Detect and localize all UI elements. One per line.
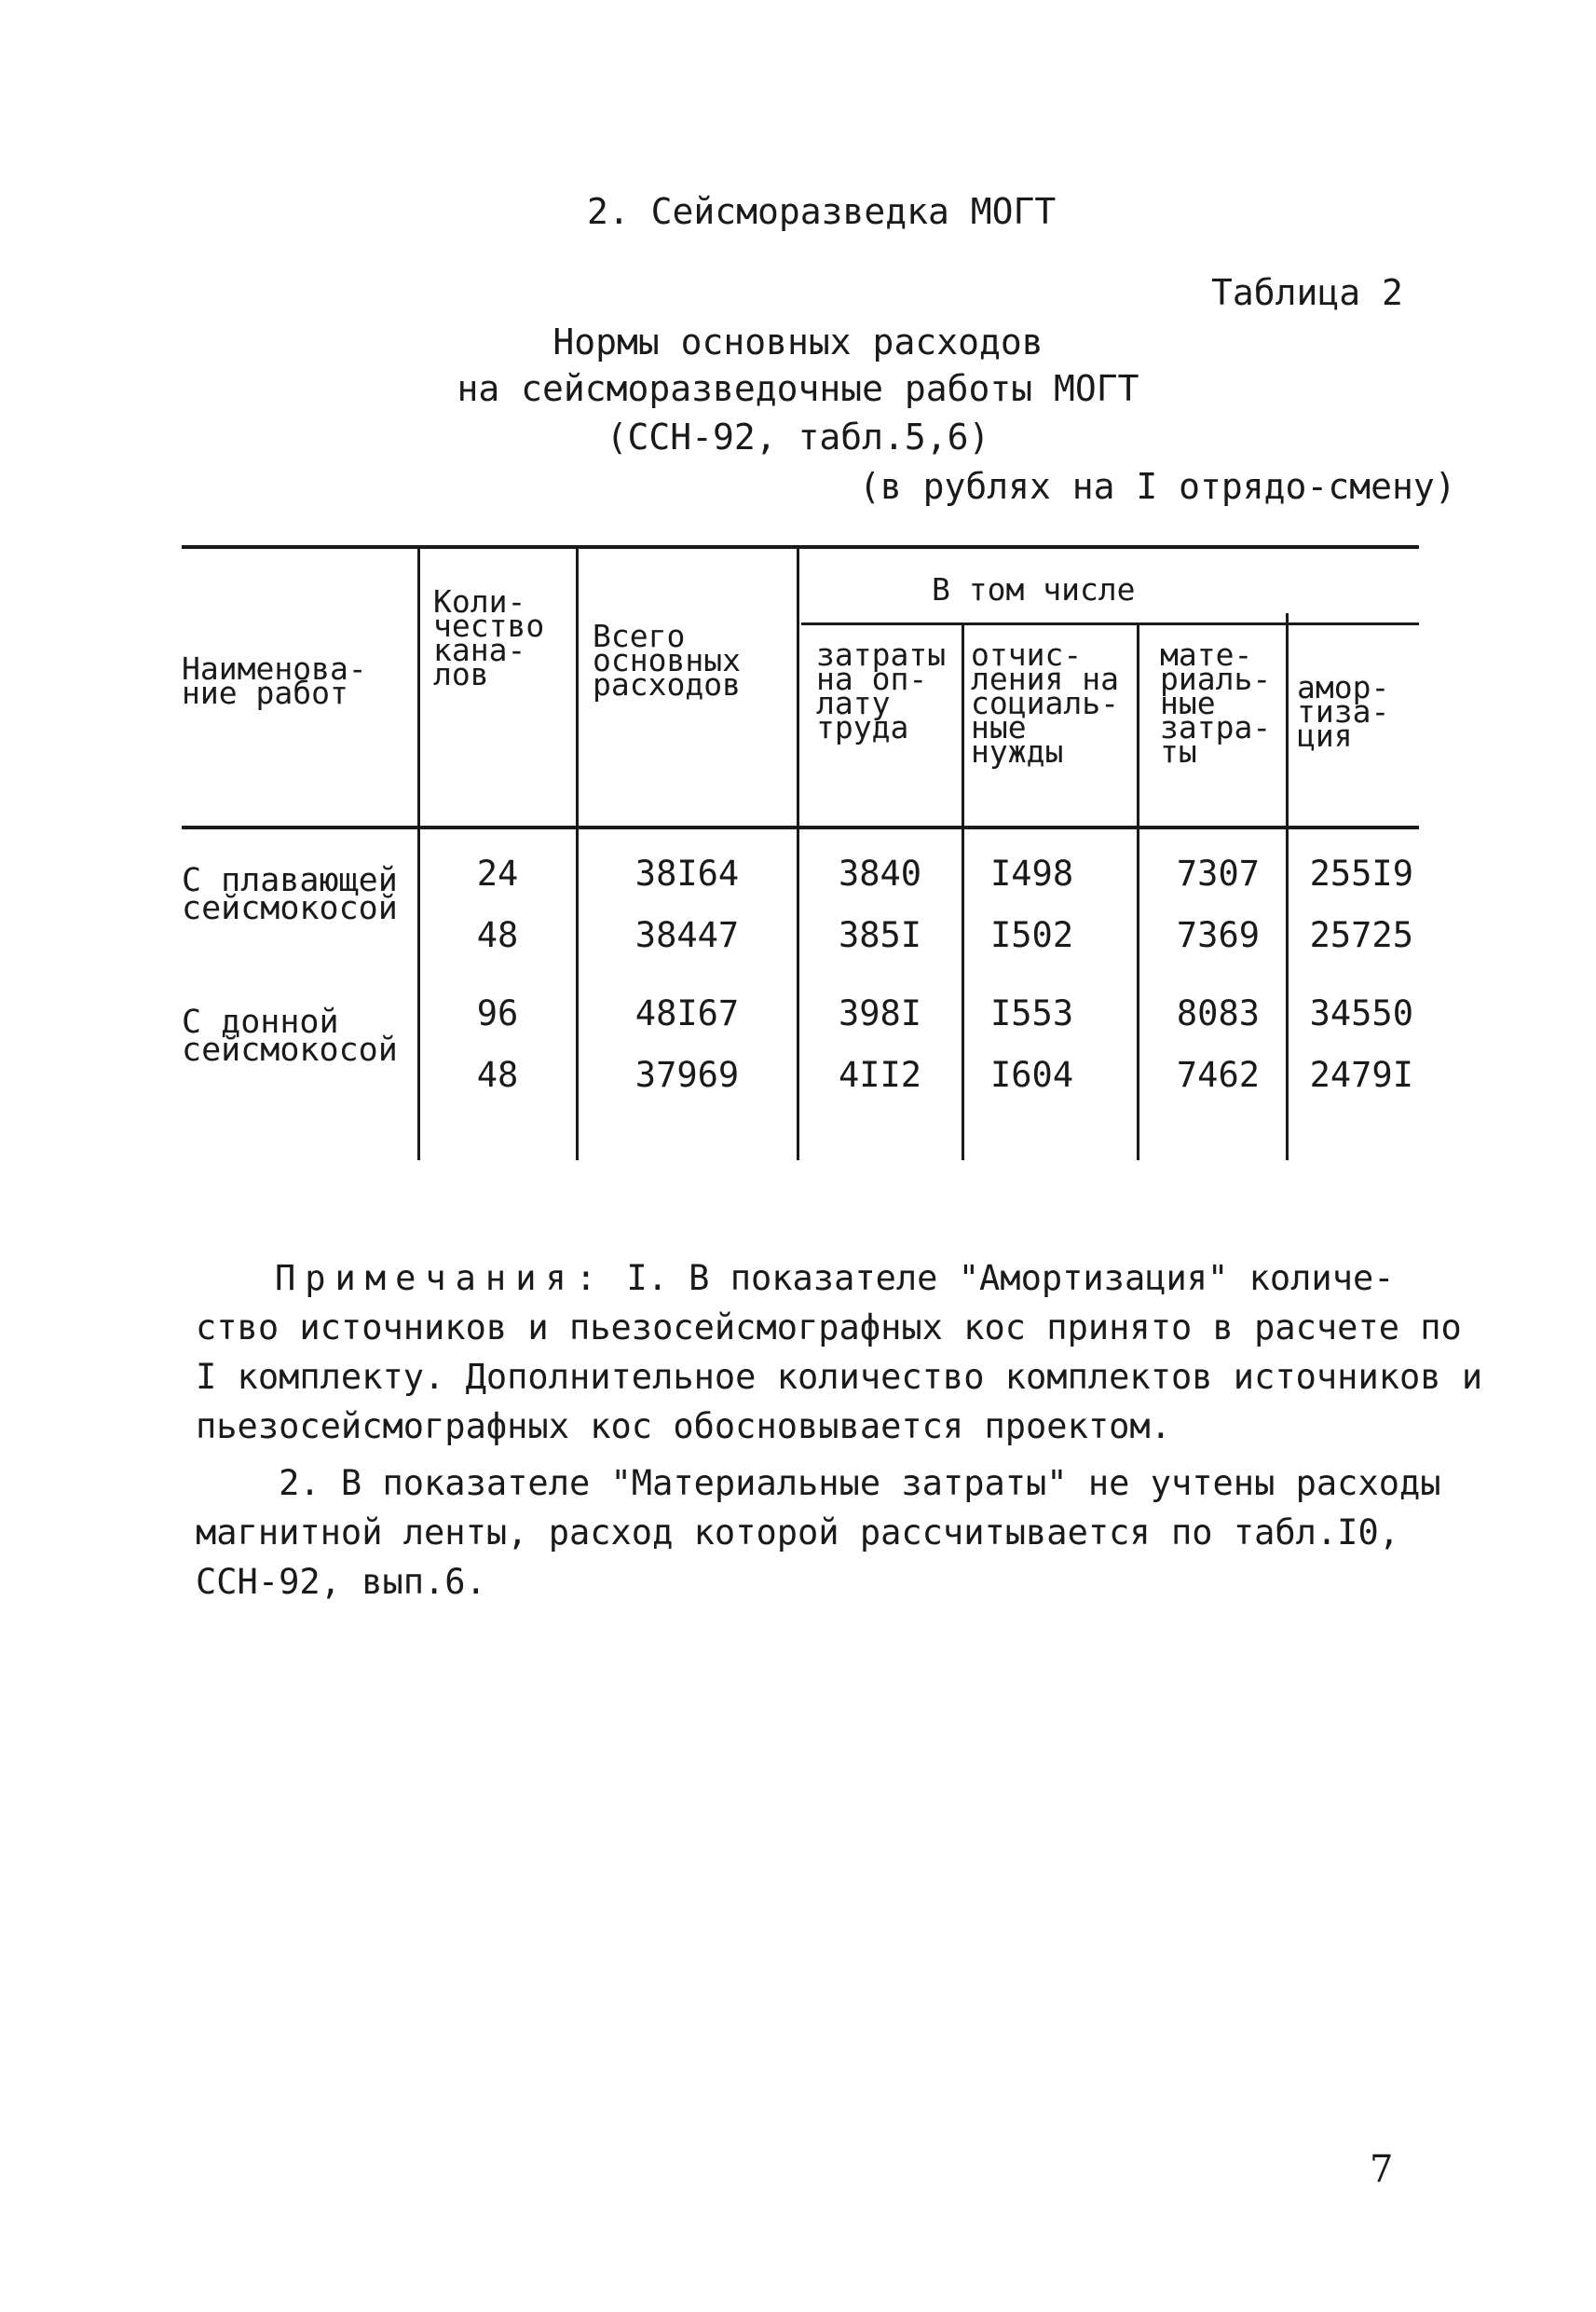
page-number: 7	[1370, 2148, 1394, 2191]
table-caption-line-1: Нормы основных расходов	[552, 321, 1044, 363]
cell-material: 8083	[1176, 993, 1260, 1033]
cell-total: 38I64	[634, 854, 740, 894]
row-group-name-bottom: С донной сейсмокосой	[182, 1004, 398, 1069]
note-1-body: ство источников и пьезосейсмографных кос принято в расчете по I комплекту. Дополнительное количество комплектов источников и пьезосейсмографных кос обосновывается проектом.	[196, 1307, 1483, 1446]
header-material: мате- риаль- ные затра- ты	[1160, 636, 1272, 770]
table-units: (в рублях на I отрядо-смену)	[859, 466, 1456, 507]
header-total: Всего основных расходов	[593, 618, 741, 703]
header-labor: затраты на оп- лату труда	[816, 636, 947, 746]
cell-material: 7307	[1176, 854, 1260, 894]
cell-labor: 3840	[838, 854, 922, 894]
table-label: Таблица 2	[1211, 272, 1403, 313]
note-2-first-line: 2. В показателе "Материальные затраты" не учтены расходы	[196, 1463, 1441, 1503]
cell-amortization: 34550	[1309, 993, 1413, 1033]
cell-labor: 4II2	[838, 1055, 922, 1095]
cell-amortization: 255I9	[1309, 854, 1413, 894]
cell-total: 38447	[634, 915, 740, 955]
cell-amortization: 2479I	[1309, 1055, 1413, 1095]
cell-channels: 96	[476, 993, 519, 1033]
cell-labor: 385I	[838, 915, 922, 955]
header-name: Наименова- ние работ	[182, 650, 367, 711]
header-amortization: амор- тиза- ция	[1297, 669, 1390, 754]
cell-material: 7462	[1176, 1055, 1260, 1095]
cell-social: I553	[990, 993, 1074, 1033]
header-bottom-rule	[182, 826, 1419, 829]
table-caption-line-2: на сейсморазведочные работы МОГТ	[457, 368, 1139, 409]
header-including: В том числе	[932, 571, 1136, 608]
cell-social: I502	[990, 915, 1074, 955]
col-rule-4	[962, 622, 964, 1160]
note-1-first-text: I. В показателе "Амортизация" количе-	[606, 1258, 1395, 1298]
section-title: 2. Сейсморазведка МОГТ	[587, 191, 1057, 232]
including-under-rule	[801, 622, 1419, 625]
cell-material: 7369	[1176, 915, 1260, 955]
cell-social: I498	[990, 854, 1074, 894]
cell-labor: 398I	[838, 993, 922, 1033]
table-top-rule	[182, 545, 1419, 549]
header-channels: Коли- чество кана- лов	[433, 583, 545, 692]
header-social: отчис- ления на социаль- ные нужды	[971, 636, 1119, 770]
cell-channels: 48	[476, 915, 519, 955]
row-group-name-floating: С плавающей сейсмокосой	[182, 862, 398, 927]
cell-amortization: 25725	[1309, 915, 1413, 955]
note-2-body: магнитной ленты, расход которой рассчитывается по табл.I0, ССН-92, вып.6.	[196, 1512, 1400, 1602]
cell-channels: 24	[476, 854, 519, 894]
table-caption-line-3: (ССН-92, табл.5,6)	[606, 417, 990, 458]
cell-social: I604	[990, 1055, 1074, 1095]
cell-total: 48I67	[634, 993, 740, 1033]
notes-label: Примечания:	[275, 1258, 607, 1298]
note-1-first-line	[275, 1253, 1514, 1303]
cell-total: 37969	[634, 1055, 740, 1095]
cell-channels: 48	[476, 1055, 519, 1095]
